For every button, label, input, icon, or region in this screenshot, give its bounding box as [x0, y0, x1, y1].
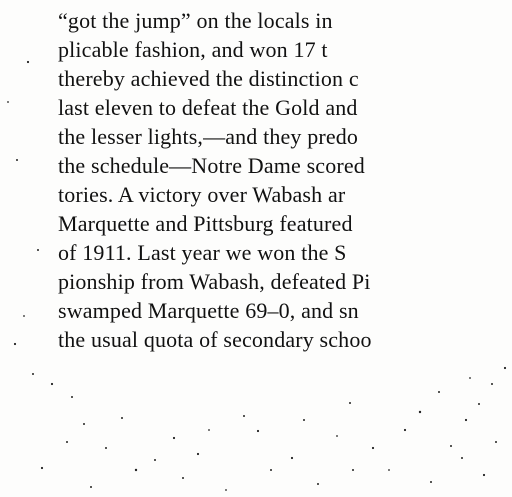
text-excerpt: [58, 6, 512, 354]
text-line-5: the lesser lights,—and they predo: [58, 124, 359, 149]
text-line-2: plicable fashion, and won 17 t: [58, 37, 328, 62]
text-line-10: pionship from Wabash, defeated Pi: [58, 269, 371, 294]
text-line-7: tories. A victory over Wabash ar: [58, 182, 346, 207]
text-line-1: “got the jump” on the locals in: [58, 8, 333, 33]
text-line-3: thereby achieved the distinction c: [58, 66, 359, 91]
text-line-8: Marquette and Pittsburg featured: [58, 211, 353, 236]
text-line-12: the usual quota of secondary schoo: [58, 327, 372, 352]
text-line-6: the schedule—Notre Dame scored: [58, 153, 365, 178]
text-line-4: last eleven to defeat the Gold and: [58, 95, 358, 120]
text-line-11: swamped Marquette 69–0, and sn: [58, 298, 359, 323]
text-line-9: of 1911. Last year we won the S: [58, 240, 347, 265]
